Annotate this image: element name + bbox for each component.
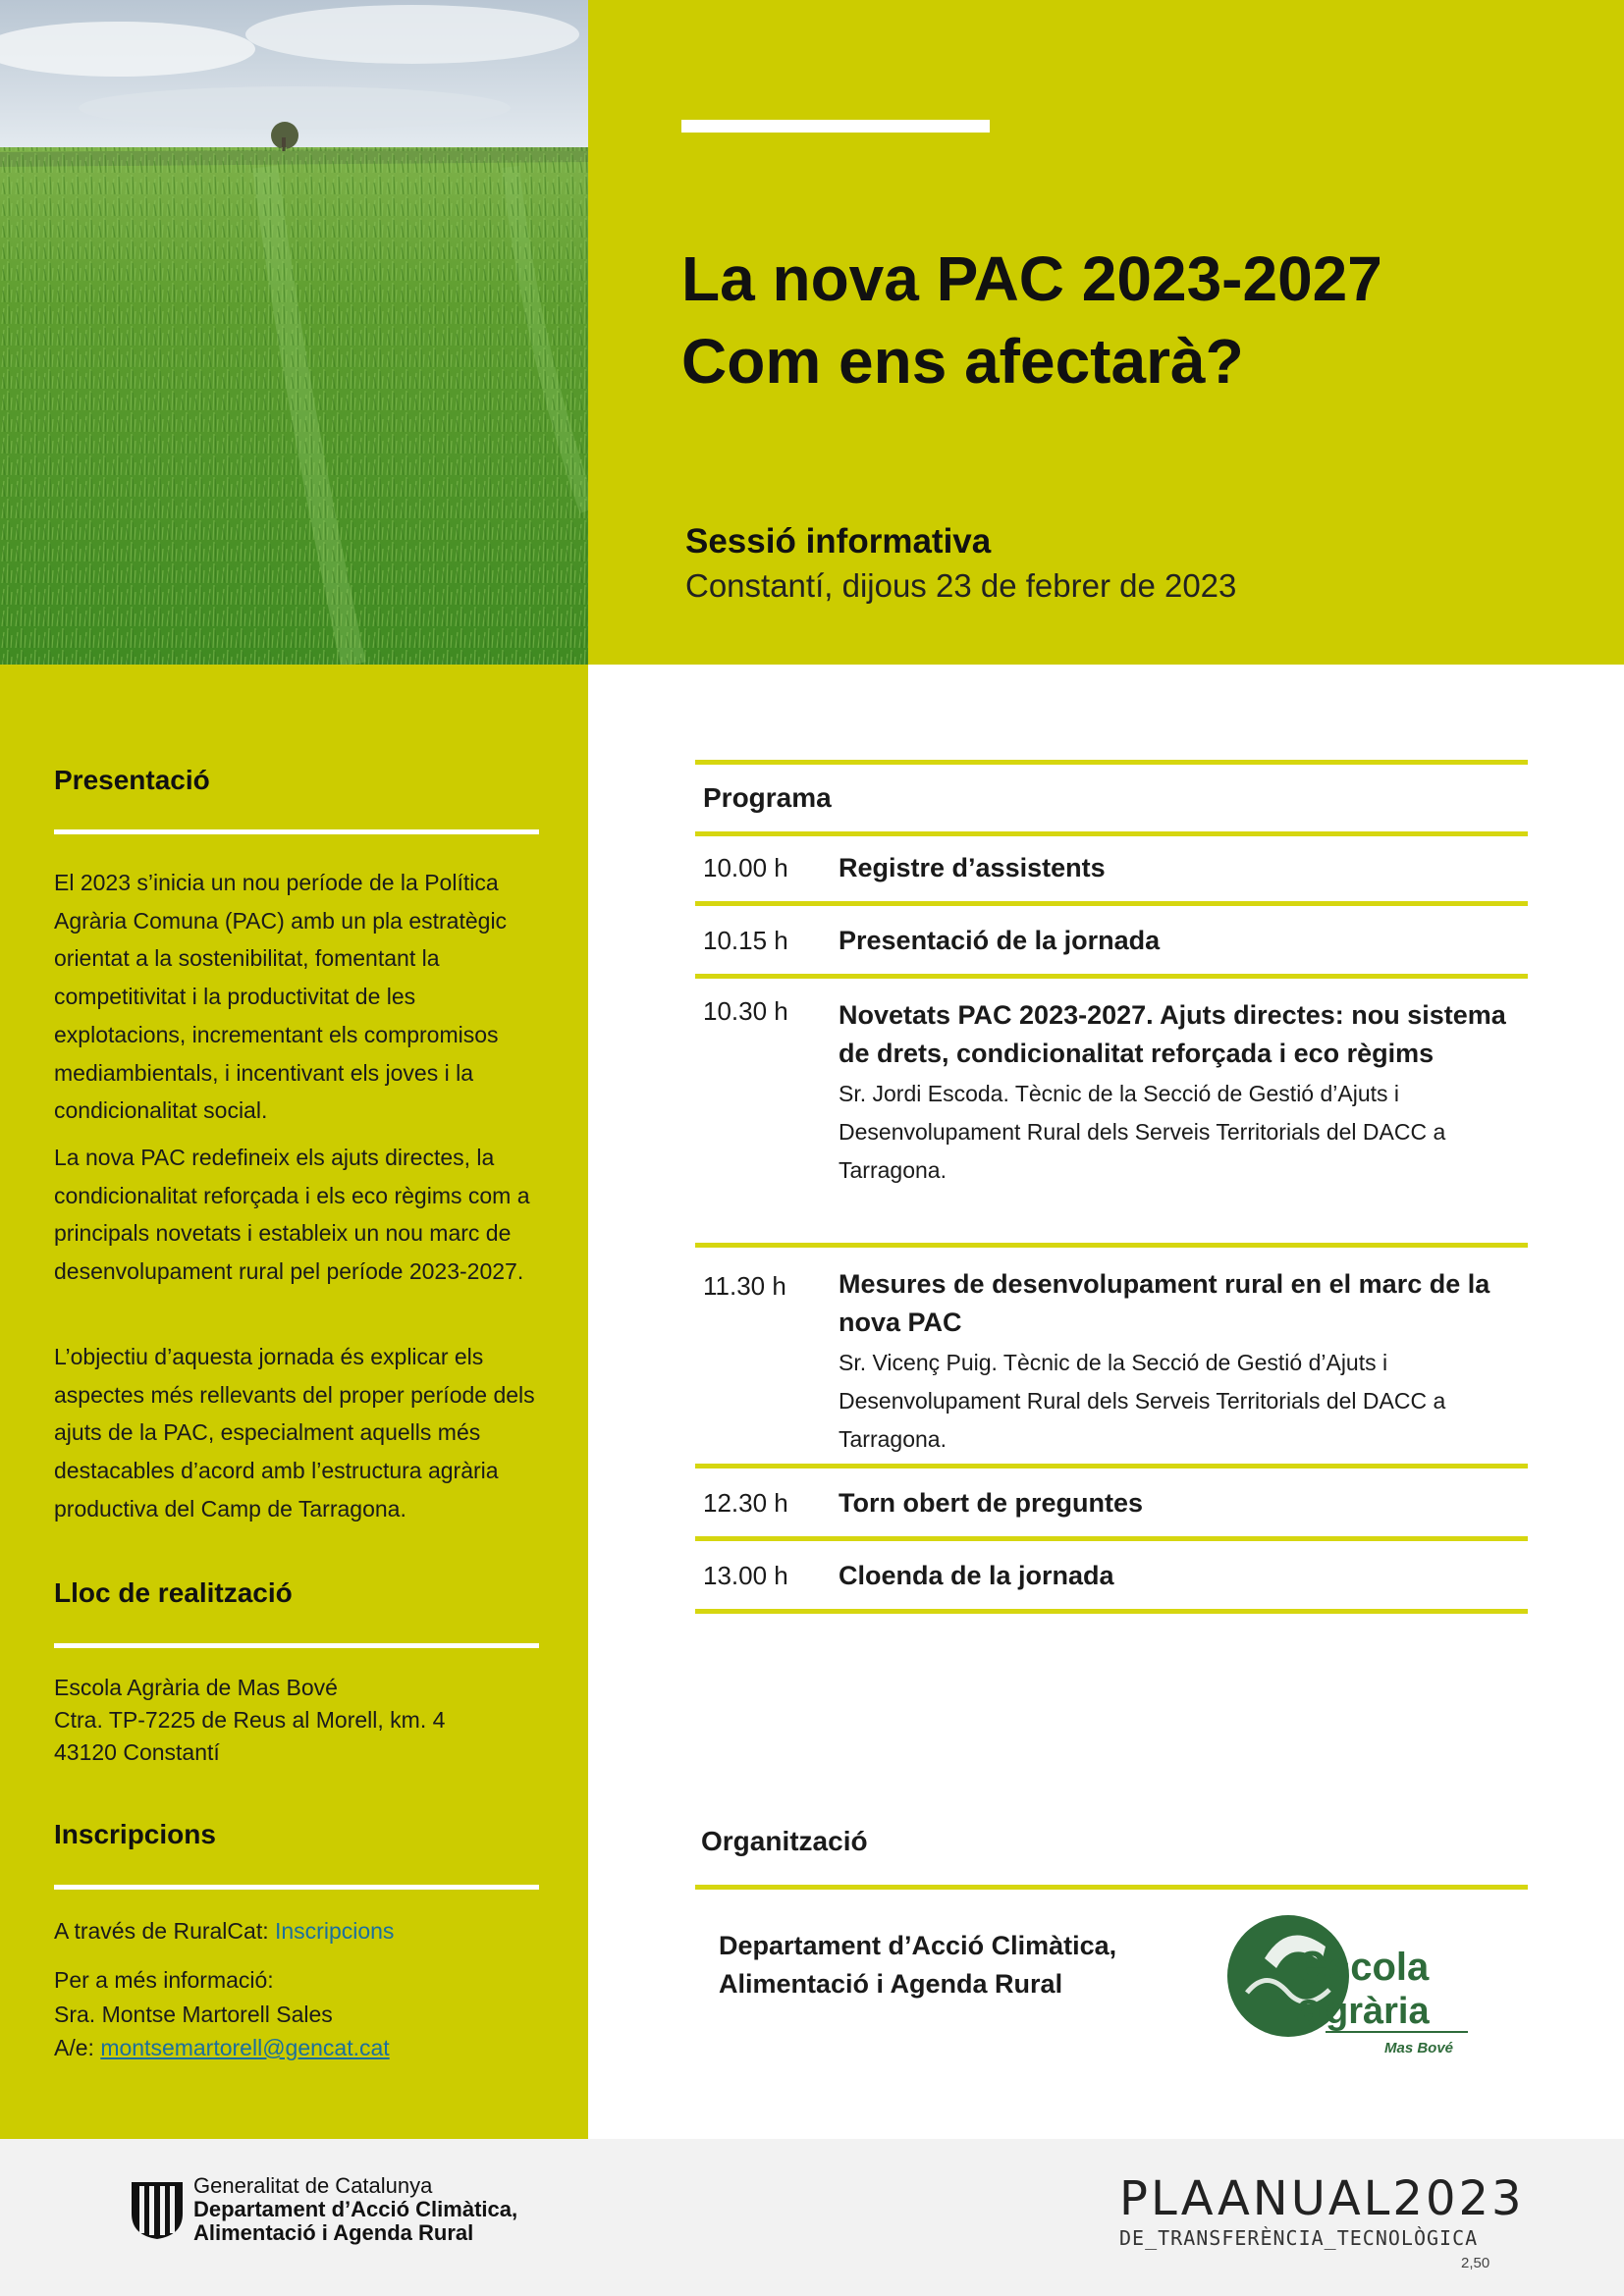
presentacio-paragraph-2: La nova PAC redefineix els ajuts directes, la condicionalitat reforçada i els eco règims com a principals novetats i estableix un nou marc de desenvolupament rural pel període 2023-2027. xyxy=(54,1145,530,1285)
program-table xyxy=(695,760,1528,1614)
generalitat-department-line-1: Departament d’Acció Climàtica, xyxy=(193,2197,518,2221)
program-rule-bottom xyxy=(695,1609,1528,1614)
lloc-line-1: Escola Agrària de Mas Bové xyxy=(54,1675,338,1700)
field-photo xyxy=(0,0,588,665)
program-heading: Programa xyxy=(703,782,832,813)
presentacio-rule xyxy=(54,829,539,834)
inscripcions-heading: Inscripcions xyxy=(54,1819,216,1849)
generalitat-department-line-2: Alimentació i Agenda Rural xyxy=(193,2220,474,2245)
event-subtitle: Sessió informativa xyxy=(685,522,992,561)
program-time: 10.00 h xyxy=(703,853,788,882)
program-row xyxy=(695,1248,1528,1464)
email-link[interactable]: montsemartorell@gencat.cat xyxy=(100,2035,390,2060)
contact-name: Sra. Montse Martorell Sales xyxy=(54,2002,333,2027)
logo-text-line2: grària xyxy=(1326,1991,1430,2032)
lloc-line-2: Ctra. TP-7225 de Reus al Morell, km. 4 xyxy=(54,1707,446,1733)
program-item-title: Torn obert de preguntes xyxy=(839,1488,1144,1518)
escola-agraria-logo xyxy=(1227,1899,1473,2071)
program-row xyxy=(695,836,1528,901)
program-time: 10.15 h xyxy=(703,926,788,955)
presentacio-paragraph-3: L’objectiu d’aquesta jornada és explicar els aspectes més rellevants del proper període dels ajuts de la PAC, especialment aquells més destacables d’acord amb l’estructura agrària productiva del Camp de Tarragona. xyxy=(54,1344,535,1522)
program-row xyxy=(695,979,1528,1243)
pla-anual-title: PLAANUAL2023 xyxy=(1119,2171,1525,2226)
program-time: 13.00 h xyxy=(703,1561,788,1590)
program-item-title: Mesures de desenvolupament rural en el marc de la nova PAC xyxy=(839,1269,1490,1337)
event-date: Constantí, dijous 23 de febrer de 2023 xyxy=(685,567,1237,604)
generalitat-logo xyxy=(128,2178,187,2241)
generalitat-name: Generalitat de Catalunya xyxy=(193,2173,433,2198)
program-row xyxy=(695,1468,1528,1536)
svg-text:a: a xyxy=(1296,1984,1323,2036)
ruralcat-prefix: A través de RuralCat: xyxy=(54,1918,275,1944)
program-item-title: Presentació de la jornada xyxy=(839,926,1161,955)
info-label: Per a més informació: xyxy=(54,1967,274,1993)
program-item-speaker: Sr. Vicenç Puig. Tècnic de la Secció de Gestió d’Ajuts i Desenvolupament Rural dels Serveis Territorials del DACC a Tarragona. xyxy=(839,1350,1446,1452)
program-row xyxy=(695,1541,1528,1609)
program-time: 12.30 h xyxy=(703,1488,788,1518)
hero-accent-bar xyxy=(681,120,990,133)
svg-text:e: e xyxy=(1296,1931,1328,1995)
organitzacio-rule xyxy=(695,1885,1528,1890)
program-item-title: Cloenda de la jornada xyxy=(839,1561,1114,1590)
lloc-rule xyxy=(54,1643,539,1648)
program-time: 11.30 h xyxy=(703,1271,786,1301)
program-item-speaker: Sr. Jordi Escoda. Tècnic de la Secció de Gestió d’Ajuts i Desenvolupament Rural dels Serveis Territorials del DACC a Tarragona. xyxy=(839,1081,1446,1183)
title-line-1: La nova PAC 2023-2027 xyxy=(681,243,1382,314)
inscripcions-link[interactable]: Inscripcions xyxy=(275,1918,395,1944)
logo-text-line3: Mas Bové xyxy=(1384,2040,1454,2056)
department-name: Departament d’Acció Climàtica, Alimentació i Agenda Rural xyxy=(719,1931,1117,1999)
organitzacio-heading: Organització xyxy=(701,1826,868,1856)
program-time: 10.30 h xyxy=(703,996,788,1026)
logo-text-line1: scola xyxy=(1328,1946,1430,1989)
email-prefix: A/e: xyxy=(54,2035,101,2060)
inscripcions-rule xyxy=(54,1885,539,1890)
ruralcat-line xyxy=(54,1914,545,1948)
program-item-title: Registre d’assistents xyxy=(839,853,1106,882)
pla-anual-subtitle: DE_TRANSFERÈNCIA_TECNOLÒGICA xyxy=(1119,2226,1479,2250)
program-item-title: Novetats PAC 2023-2027. Ajuts directes: nou sistema de drets, condicionalitat reforçada i eco règims xyxy=(839,1000,1506,1068)
program-row xyxy=(695,906,1528,974)
lloc-heading: Lloc de realització xyxy=(54,1577,293,1608)
presentacio-paragraph-1: El 2023 s’inicia un nou període de la Política Agrària Comuna (PAC) amb un pla estratègic orientat a la sostenibilitat, fomentant la competitivitat i la productivitat de les explotacions, incrementant els compromisos mediambientals, i incentivant els joves i la condicionalitat social. xyxy=(54,870,508,1124)
lloc-line-3: 43120 Constantí xyxy=(54,1739,220,1765)
email-line xyxy=(54,2031,545,2064)
presentacio-heading: Presentació xyxy=(54,765,210,795)
price-code: 2,50 xyxy=(1461,2255,1490,2271)
title-line-2: Com ens afectarà? xyxy=(681,326,1244,397)
page-title xyxy=(681,238,1565,402)
